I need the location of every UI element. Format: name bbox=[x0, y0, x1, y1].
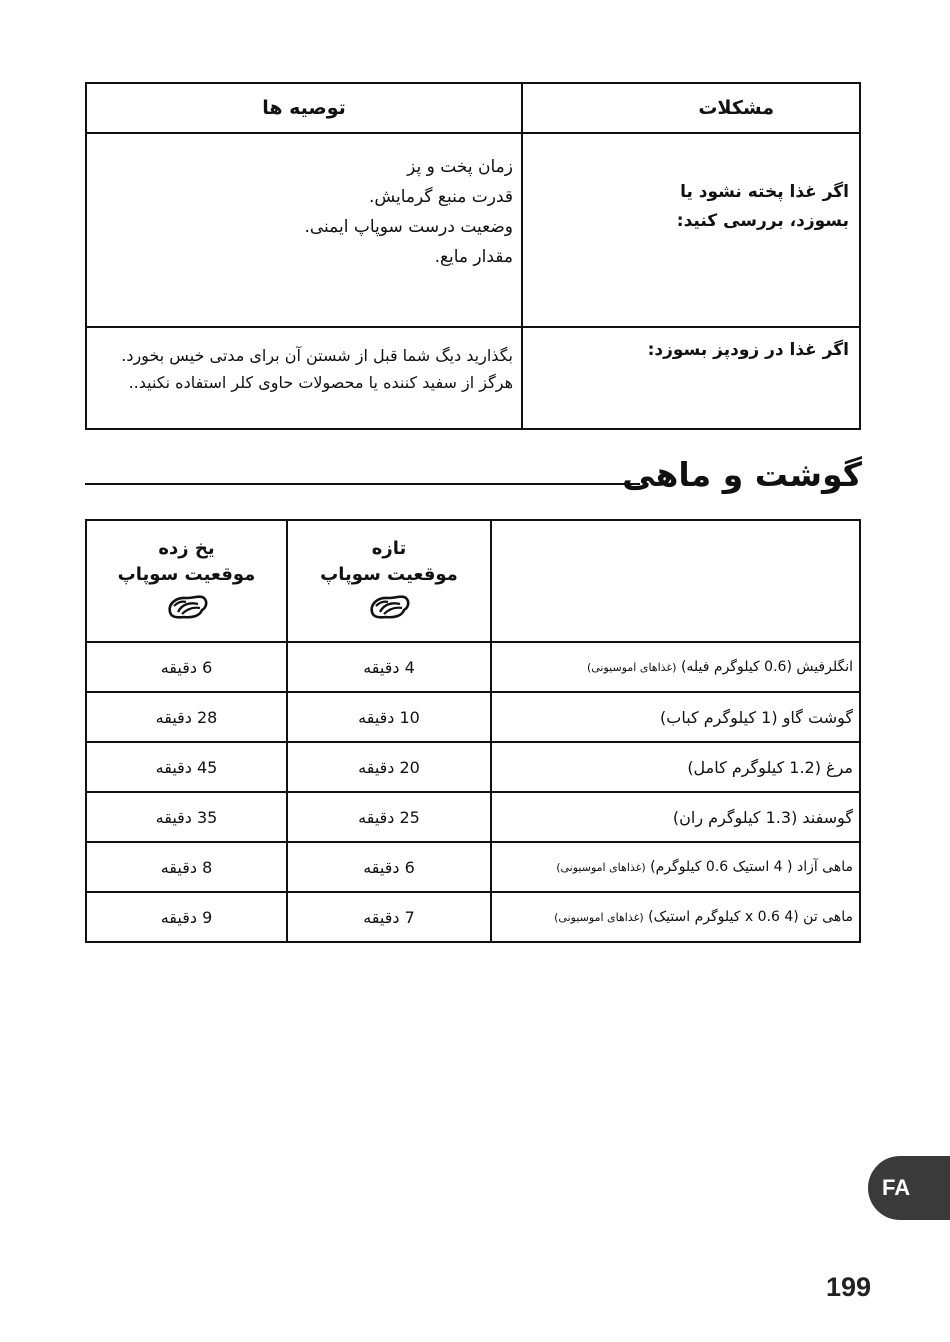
recommendation-line: بگذارید دیگ شما قبل از شستن آن برای مدتی خیس بخورد. bbox=[121, 346, 513, 365]
fresh-header-subtitle: موقعیت سوپاپ bbox=[320, 564, 458, 585]
fresh-header-cell bbox=[287, 520, 491, 642]
frozen-time-cell: 35 دقیقه bbox=[86, 792, 287, 842]
problem-cell bbox=[522, 133, 860, 327]
food-name: گوشت گاو (1 کیلوگرم کباب) bbox=[660, 707, 853, 727]
food-cell bbox=[491, 792, 860, 842]
problem-line: اگر غذا در زودپز بسوزد: bbox=[647, 340, 849, 360]
problems-table bbox=[85, 82, 861, 430]
frozen-header-title: یخ زده bbox=[158, 538, 215, 559]
food-cell bbox=[491, 892, 860, 942]
fresh-time-cell: 7 دقیقه bbox=[287, 892, 491, 942]
page-number: 199 bbox=[826, 1272, 872, 1302]
food-name: گوسفند (1.3 کیلوگرم ران) bbox=[672, 807, 853, 827]
frozen-time-cell: 45 دقیقه bbox=[86, 742, 287, 792]
problem-row bbox=[86, 133, 860, 327]
cooking-header-row bbox=[86, 520, 860, 642]
problem-line: اگر غذا پخته نشود یا bbox=[680, 182, 849, 202]
table-row bbox=[86, 642, 860, 692]
food-name: مرغ (1.2 کیلوگرم کامل) bbox=[687, 757, 853, 777]
recommendation-line: وضعیت درست سوپاپ ایمنی. bbox=[304, 217, 513, 237]
frozen-time-cell: 6 دقیقه bbox=[86, 642, 287, 692]
food-cell bbox=[491, 742, 860, 792]
food-note: (غذاهای اموسیونی) bbox=[586, 661, 677, 674]
language-tab: FA bbox=[868, 1156, 950, 1220]
steam-valve-icon bbox=[164, 592, 210, 622]
recommendations-cell bbox=[86, 327, 522, 429]
problem-cell bbox=[522, 327, 860, 429]
food-cell bbox=[491, 642, 860, 692]
frozen-time-cell: 8 دقیقه bbox=[86, 842, 287, 892]
recommendation-line: قدرت منبع گرمایش. bbox=[368, 187, 513, 207]
food-note: (غذاهای اموسیونی) bbox=[556, 861, 646, 874]
problem-row bbox=[86, 327, 860, 429]
fresh-time-cell: 25 دقیقه bbox=[287, 792, 491, 842]
recommendation-line: هرگز از سفید کننده یا محصولات حاوی کلر استفاده نکنید.. bbox=[128, 373, 513, 392]
food-name: انگلرفیش (0.6 کیلوگرم فیله) bbox=[680, 659, 853, 675]
food-header-cell bbox=[491, 520, 860, 642]
fresh-time-cell: 20 دقیقه bbox=[287, 742, 491, 792]
recommendations-header: توصیه ها bbox=[86, 83, 522, 133]
section-divider bbox=[85, 483, 640, 485]
table-row bbox=[86, 692, 860, 742]
problems-header-row bbox=[86, 83, 860, 133]
food-name: ماهی آزاد ( 4 استیک 0.6 کیلوگرم) bbox=[650, 859, 853, 875]
recommendations-cell bbox=[86, 133, 522, 327]
problem-line: بسوزد، بررسی کنید: bbox=[676, 211, 849, 231]
recommendation-line: زمان پخت و پز bbox=[407, 157, 513, 177]
food-cell bbox=[491, 842, 860, 892]
section-title: گوشت و ماهی bbox=[622, 455, 862, 494]
frozen-header-cell bbox=[86, 520, 287, 642]
problems-header: مشکلات bbox=[522, 83, 860, 133]
fresh-time-cell: 6 دقیقه bbox=[287, 842, 491, 892]
fresh-time-cell: 10 دقیقه bbox=[287, 692, 491, 742]
table-row bbox=[86, 792, 860, 842]
table-row bbox=[86, 742, 860, 792]
steam-valve-icon bbox=[366, 592, 412, 622]
frozen-header-subtitle: موقعیت سوپاپ bbox=[117, 564, 256, 585]
food-note: (غذاهای اموسیونی) bbox=[554, 911, 644, 924]
table-row bbox=[86, 842, 860, 892]
table-row bbox=[86, 892, 860, 942]
fresh-header-title: تازه bbox=[371, 538, 407, 559]
cooking-times-table bbox=[85, 519, 861, 943]
fresh-time-cell: 4 دقیقه bbox=[287, 642, 491, 692]
frozen-time-cell: 9 دقیقه bbox=[86, 892, 287, 942]
recommendation-line: مقدار مایع. bbox=[434, 247, 513, 267]
food-name: ماهی تن (4 x 0.6 کیلوگرم استیک) bbox=[648, 909, 853, 925]
food-cell bbox=[491, 692, 860, 742]
frozen-time-cell: 28 دقیقه bbox=[86, 692, 287, 742]
